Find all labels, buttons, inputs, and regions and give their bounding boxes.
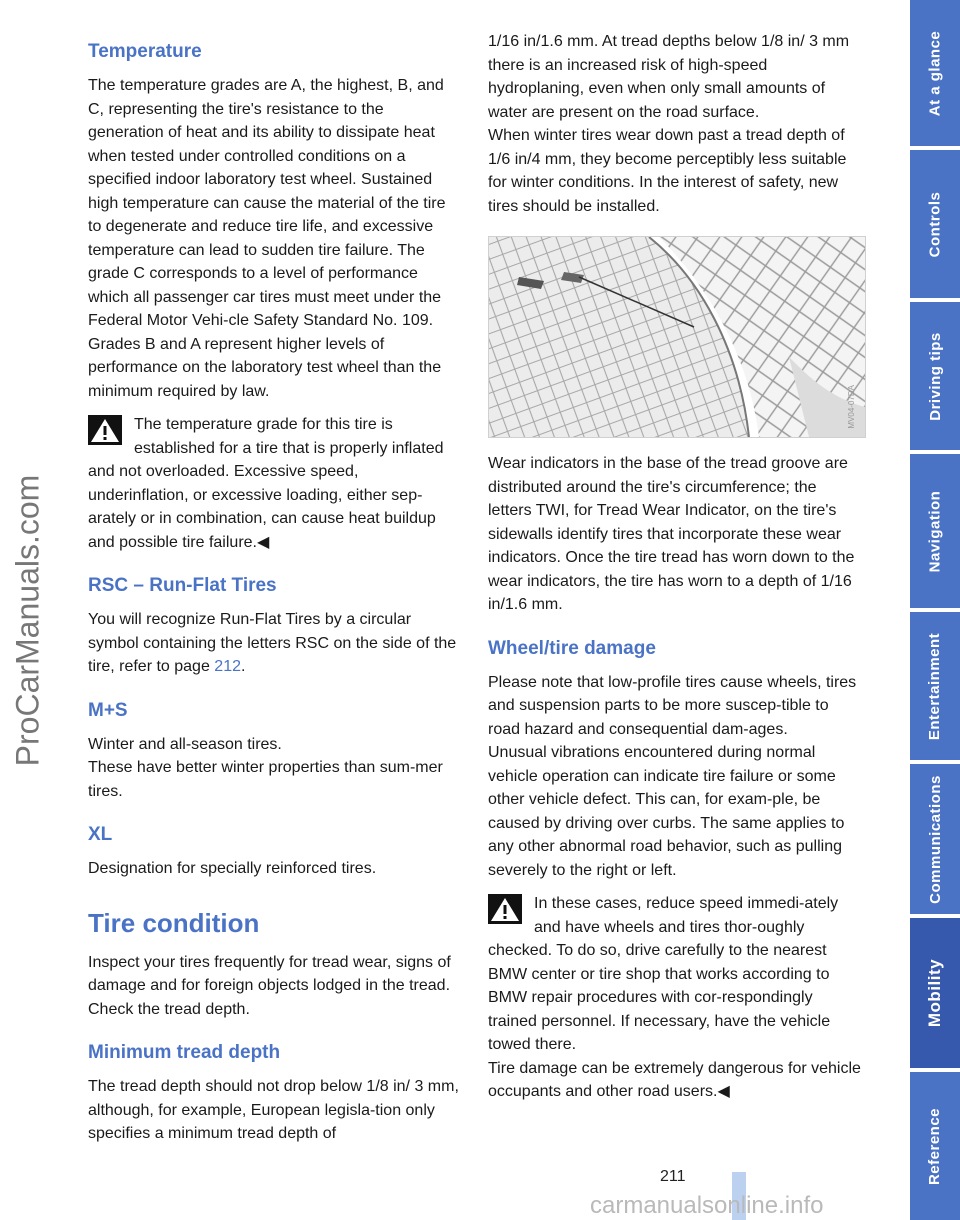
ms-text-1: Winter and all-season tires.	[88, 735, 282, 753]
tire-condition-text: Inspect your tires frequently for tread wear, signs of damage and for foreign objects lodged in the tread. Check the tread depth.	[88, 953, 451, 1018]
xl-heading: XL	[88, 824, 113, 845]
damage-text-1: Please note that low-profile tires cause wheels, tires and suspension parts to be more suscep-tible to road hazard and consequential dam-ages.	[488, 673, 857, 738]
tab-reference[interactable]: Reference	[910, 1072, 960, 1220]
ms-heading: M+S	[88, 699, 128, 721]
section-sidebar	[910, 0, 960, 1220]
figure-code: MV04-07DA	[846, 385, 856, 429]
tire-tread-illustration	[489, 237, 865, 437]
tab-at-a-glance[interactable]: At a glance	[910, 0, 960, 146]
xl-text: Designation for specially reinforced tires.	[88, 860, 377, 877]
ms-text-2: These have better winter properties than sum-mer tires.	[88, 759, 443, 800]
damage-warning	[488, 892, 862, 1104]
rsc-heading: RSC – Run-Flat Tires	[88, 575, 277, 596]
page-number: 211	[660, 1168, 686, 1185]
right-column	[488, 30, 862, 1114]
tab-controls[interactable]: Controls	[910, 150, 960, 298]
tire-tread-figure	[488, 236, 866, 438]
wheel-tire-damage-heading: Wheel/tire damage	[488, 637, 656, 659]
left-column	[88, 30, 462, 1156]
min-tread-text: The tread depth should not drop below 1/8 in/ 3 mm, although, for example, European legisla-tion only specifies a minimum tread depth of	[88, 1078, 459, 1142]
tab-driving-tips[interactable]: Driving tips	[910, 302, 960, 450]
tab-communications[interactable]: Communications	[910, 764, 960, 914]
tread-cont-1: 1/16 in/1.6 mm. At tread depths below 1/8 in/ 3 mm there is an increased risk of high-speed hydroplaning, even when only small amounts of water are present on the road surface.	[488, 33, 850, 121]
damage-warning-text-2: Tire damage can be extremely dangerous for vehicle occupants and other road users.◀	[488, 1059, 861, 1100]
watermark-procarmanuals: ProCarManuals.com	[9, 474, 46, 766]
tab-navigation[interactable]: Navigation	[910, 454, 960, 608]
tire-condition-heading: Tire condition	[88, 907, 260, 938]
rsc-text: You will recognize Run-Flat Tires by a circular symbol containing the letters RSC on the side of the tire, refer to page 212.	[88, 611, 457, 675]
tab-entertainment[interactable]: Entertainment	[910, 612, 960, 760]
temperature-warning	[88, 413, 462, 554]
temperature-text: The temperature grades are A, the highest, B, and C, representing the tire's resistance to the generation of heat and its ability to dissipate heat when tested under controlled conditions on a specified indoor laboratory test wheel. Sustained high temperature can cause the material of the tire to degenerate and reduce tire life, and excessive temperature can lead to sudden tire failure. The grade C corresponds to a level of performance which all passenger car tires must meet under the Federal Motor Vehi-cle Safety Standard No. 109. Grades B and A represent higher levels of performance on the laboratory test wheel than the minimum required by law.	[88, 77, 446, 400]
damage-text-2: Unusual vibrations encountered during normal vehicle operation can indicate tire failure or some other vehicle defect. This can, for exam-ple, be caused by driving over curbs. The same applies to any other abnormal road behavior, such as pulling severely to the right or left.	[488, 744, 845, 879]
wear-indicator-text: Wear indicators in the base of the tread groove are distributed around the tire's circumference; the letters TWI, for Tread Wear Indicator, on the tire's sidewalls identify tires that incorporate these wear indicators. Once the tire tread has worn down to the wear indicators, the tire has worn to a depth of 1/16 in/1.6 mm.	[488, 455, 855, 613]
watermark-carmanualsonline: carmanualsonline.info	[590, 1192, 824, 1219]
warning-triangle-icon	[488, 894, 522, 924]
temperature-warning-text: The temperature grade for this tire is established for a tire that is properly inflated and not overloaded. Excessive speed, underinflation, or excessive loading, either sep-arately or in combination, can cause heat buildup and possible tire failure.◀	[88, 416, 444, 551]
temperature-heading: Temperature	[88, 41, 202, 62]
min-tread-heading: Minimum tread depth	[88, 1042, 281, 1063]
damage-warning-text-1: In these cases, reduce speed immedi-ately and have wheels and tires thor-oughly checked. To do so, drive carefully to the nearest BMW center or tire shop that works according to BMW repair procedures with cor-respondingly trained personnel. If necessary, have the vehicle towed there.	[488, 895, 839, 1053]
page-link-212[interactable]: 212	[214, 658, 241, 675]
tread-cont-2: When winter tires wear down past a tread depth of 1/6 in/4 mm, they become perceptibly less suitable for winter conditions. In the interest of safety, new tires should be installed.	[488, 127, 847, 215]
tab-mobility[interactable]: Mobility	[910, 918, 960, 1068]
warning-triangle-icon	[88, 415, 122, 445]
